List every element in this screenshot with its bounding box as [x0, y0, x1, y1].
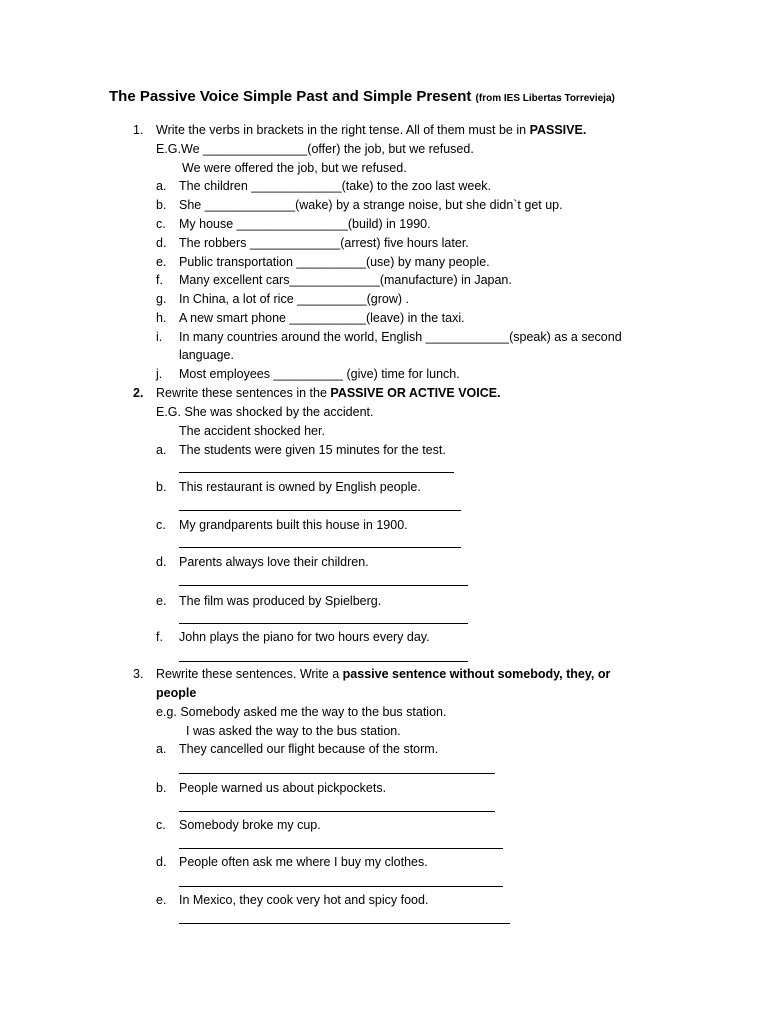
s1-item-letter: f.	[156, 273, 163, 287]
section2-example-prompt: E.G. She was shocked by the accident.	[156, 405, 374, 419]
s2-item-letter: b.	[156, 480, 167, 494]
s1-item-text: The robbers _____________(arrest) five hours later.	[179, 236, 469, 250]
section2-example-answer: The accident shocked her.	[179, 424, 325, 438]
s1-item-text: Public transportation __________(use) by many people.	[179, 255, 490, 269]
s2-item-text: John plays the piano for two hours every day.	[179, 630, 430, 644]
s1-item-text: Most employees __________ (give) time for lunch.	[179, 367, 460, 381]
answer-line[interactable]	[179, 585, 468, 586]
s2-item-letter: a.	[156, 443, 167, 457]
s1-item-letter: j.	[156, 367, 163, 381]
s3-item-text: Somebody broke my cup.	[179, 818, 321, 832]
s1-item-letter: h.	[156, 311, 167, 325]
s3-item-letter: b.	[156, 781, 167, 795]
section1-example-answer: We were offered the job, but we refused.	[182, 161, 407, 175]
s2-item-text: The film was produced by Spielberg.	[179, 594, 382, 608]
title-source: (from IES Libertas Torrevieja)	[475, 93, 615, 104]
section3-instruction-text: Rewrite these sentences. Write a	[156, 667, 343, 681]
title-main: The Passive Voice Simple Past and Simple Present	[109, 88, 472, 105]
section3-example-prompt: e.g. Somebody asked me the way to the bus station.	[156, 705, 447, 719]
s3-item-letter: e.	[156, 893, 167, 907]
s1-item-letter: d.	[156, 236, 167, 250]
s3-item-text: In Mexico, they cook very hot and spicy food.	[179, 893, 429, 907]
section1-instruction-text: Write the verbs in brackets in the right tense. All of them must be in	[156, 123, 530, 137]
s2-item-letter: f.	[156, 630, 163, 644]
s3-item-text: They cancelled our flight because of the storm.	[179, 742, 439, 756]
answer-line[interactable]	[179, 848, 503, 849]
s2-item-text: My grandparents built this house in 1900.	[179, 518, 408, 532]
answer-line[interactable]	[179, 923, 510, 924]
section3-number: 3.	[133, 667, 144, 681]
answer-line[interactable]	[179, 661, 468, 662]
s1-item-letter: a.	[156, 179, 167, 193]
s1-item-letter: c.	[156, 217, 166, 231]
s1-item-letter: e.	[156, 255, 167, 269]
answer-line[interactable]	[179, 547, 461, 548]
section2-instruction-bold: PASSIVE OR ACTIVE VOICE.	[330, 386, 501, 400]
answer-line[interactable]	[179, 510, 461, 511]
s2-item-letter: c.	[156, 518, 166, 532]
s2-item-text: This restaurant is owned by English people.	[179, 480, 421, 494]
s1-item-text-continued: language.	[179, 348, 234, 362]
s3-item-text: People often ask me where I buy my clothes.	[179, 855, 428, 869]
s2-item-letter: e.	[156, 594, 167, 608]
s1-item-text: In China, a lot of rice __________(grow) .	[179, 292, 409, 306]
section3-instruction-bold: passive sentence without somebody, they, or	[342, 667, 611, 681]
s2-item-letter: d.	[156, 555, 167, 569]
section3-instruction	[156, 667, 610, 682]
section1-instruction	[156, 123, 586, 138]
answer-line[interactable]	[179, 773, 495, 774]
section1-instruction-bold: PASSIVE.	[529, 123, 587, 137]
s1-item-text: My house ________________(build) in 1990.	[179, 217, 431, 231]
s3-item-letter: a.	[156, 742, 167, 756]
s1-item-letter: i.	[156, 330, 163, 344]
answer-line[interactable]	[179, 811, 495, 812]
s1-item-text: The children _____________(take) to the zoo last week.	[179, 179, 492, 193]
s2-item-text: The students were given 15 minutes for the test.	[179, 443, 446, 457]
section2-instruction	[156, 386, 501, 401]
section3-example-answer: I was asked the way to the bus station.	[186, 724, 401, 738]
section1-number: 1.	[133, 123, 144, 137]
section2-number: 2.	[133, 386, 144, 400]
s1-item-text: A new smart phone ___________(leave) in the taxi.	[179, 311, 465, 325]
section1-example-prompt: E.G.We _______________(offer) the job, but we refused.	[156, 142, 474, 156]
s1-item-text: In many countries around the world, English ____________(speak) as a second	[179, 330, 622, 344]
s1-item-text: Many excellent cars_____________(manufacture) in Japan.	[179, 273, 512, 287]
s1-item-text: She _____________(wake) by a strange noise, but she didn`t get up.	[179, 198, 563, 212]
s1-item-letter: g.	[156, 292, 167, 306]
s1-item-letter: b.	[156, 198, 167, 212]
section2-instruction-text: Rewrite these sentences in the	[156, 386, 331, 400]
s3-item-letter: c.	[156, 818, 166, 832]
s3-item-letter: d.	[156, 855, 167, 869]
s3-item-text: People warned us about pickpockets.	[179, 781, 387, 795]
section3-instruction-line2: people	[156, 686, 197, 700]
answer-line[interactable]	[179, 472, 454, 473]
answer-line[interactable]	[179, 886, 503, 887]
answer-line[interactable]	[179, 623, 468, 624]
s2-item-text: Parents always love their children.	[179, 555, 369, 569]
page-title	[109, 88, 615, 105]
